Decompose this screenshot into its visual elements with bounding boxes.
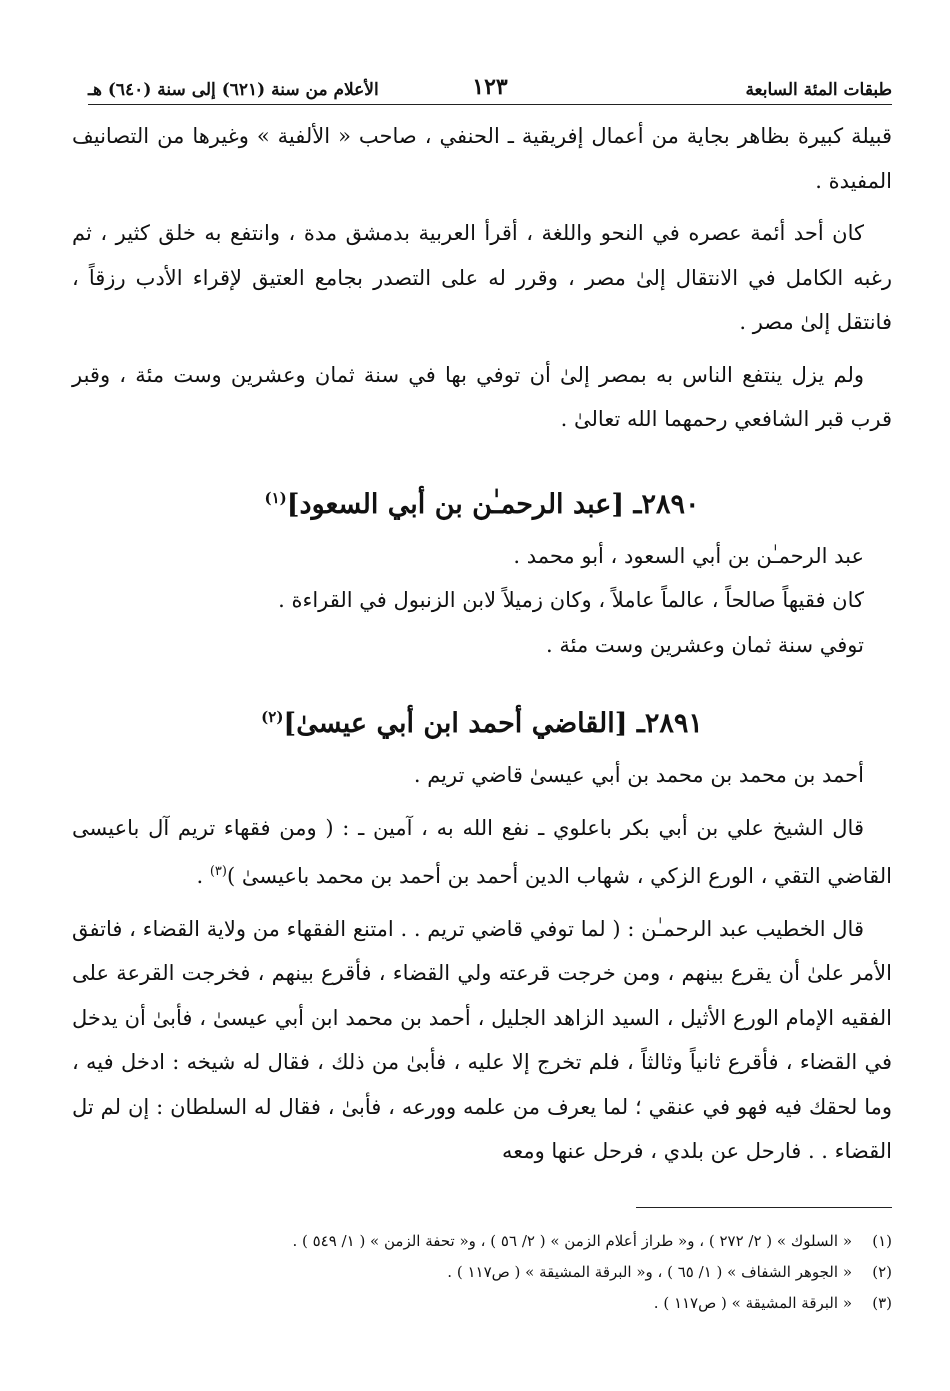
entry-2891-title: ٢٨٩١ـ [القاضي أحمد ابن أبي عيسىٰ] [283, 708, 703, 739]
entry-2891-line-2-text: قال الشيخ علي بن أبي بكر باعلوي ـ نفع الله به ، آمين ـ : ( ومن فقهاء تريم آل باعيسى القاضي التقي ، الورع الزكي ، شهاب الدين أحمد بن أحمد بن محمد باعيسىٰ ) [72, 815, 892, 888]
footnote-ref-3: (٣) [209, 864, 227, 879]
footnotes [80, 1226, 892, 1319]
footnote-3 [80, 1288, 892, 1319]
header-rule [88, 104, 892, 105]
paragraph-3: ولم يزل ينتفع الناس به بمصر إلىٰ أن توفي بها في سنة ثمان وعشرين وست مئة ، وقبر قرب قبر الشافعي رحمهما الله تعالىٰ . [72, 362, 892, 431]
entry-2890-heading [72, 475, 892, 528]
page-number: ١٢٣ [472, 74, 508, 100]
page-body [72, 114, 892, 1174]
footnote-ref-1: (١) [264, 488, 287, 507]
entry-2890-title: ٢٨٩٠ـ [عبد الرحمـٰن بن أبي السعود] [286, 488, 700, 520]
footnote-1-number: (١) [872, 1232, 892, 1250]
entry-2891-line-3: قال الخطيب عبد الرحمـٰن : ( لما توفي قاضي تريم . . امتنع الفقهاء من ولاية القضاء ، فاتفق الأمر علىٰ أن يقرع بينهم ، ومن خرجت قرعته ولي القضاء ، فأقرع بينهم ، فخرجت القرعة على الفقيه الإمام الورع الأثيل ، السيد الزاهد الجليل ، أحمد بن محمد ابن أبي عيسىٰ ، فأبىٰ أن يدخل في القضاء ، فأقرع ثانياً وثالثاً ، فلم تخرج إلا عليه ، فأبىٰ من ذلك ، فقال له شيخه : ادخل فيه ، وما لحقك فيه فهو في عنقي ؛ لما يعرف من علمه وورعه ، فأبىٰ ، فقال له السلطان : إن لم تل القضاء . . فارحل عن بلدي ، فرحل عنها ومعه [72, 916, 892, 1163]
footnote-3-number: (٣) [872, 1294, 892, 1312]
entry-2891-heading [72, 694, 892, 747]
footnote-2 [80, 1257, 892, 1288]
footnote-3-text: « البرقة المشيقة » ( ص١١٧ ) . [653, 1294, 852, 1312]
footnote-1 [80, 1226, 892, 1257]
entry-2890-line-3: توفي سنة ثمان وعشرين وست مئة . [546, 632, 864, 657]
entry-2891-line-2: قال الشيخ علي بن أبي بكر باعلوي ـ نفع الله به ، آمين ـ : ( ومن فقهاء تريم آل باعيسى القاضي التقي ، الورع الزكي ، شهاب الدين أحمد بن أحمد بن محمد باعيسىٰ )$^{(٣)}$ . [72, 815, 892, 888]
header-book-title: طبقات المئة السابعة [745, 80, 892, 100]
footnote-1-text: « السلوك » ( ٢/ ٢٧٢ ) ، و« طراز أعلام الزمن » ( ٢/ ٥٦ ) ، و« تحفة الزمن » ( ١/ ٥٤٩ ) . [292, 1232, 852, 1250]
header-range: الأعلام من سنة (٦٢١) إلى سنة (٦٤٠) هـ [88, 80, 379, 100]
footnote-2-text: « الجوهر الشفاف » ( ١/ ٦٥ ) ، و« البرقة المشيقة » ( ص١١٧ ) . [447, 1263, 852, 1281]
entry-2890-line-1: عبد الرحمـٰن بن أبي السعود ، أبو محمد . [513, 543, 864, 568]
entry-2891-line-1: أحمد بن محمد بن محمد بن أبي عيسىٰ قاضي تريم . [413, 763, 864, 787]
footnote-2-number: (٢) [872, 1263, 892, 1281]
paragraph-2: كان أحد أئمة عصره في النحو واللغة ، أقرأ العربية بدمشق مدة ، وانتفع به خلق كثير ، ثم رغبه الكامل في الانتقال إلىٰ مصر ، وقرر له على التصدر بجامع العتيق لإقراء الأدب رزقاً ، فانتقل إلىٰ مصر . [72, 221, 892, 334]
entry-2890-line-2: كان فقيهاً صالحاً ، عالماً عاملاً ، وكان زميلاً لابن الزنبول في القراءة . [278, 588, 864, 612]
footnote-ref-2: (٢) [261, 708, 284, 726]
page-header [88, 66, 892, 100]
paragraph-1: قبيلة كبيرة بظاهر بجاية من أعمال إفريقية ـ الحنفي ، صاحب « الألفية » وغيرها من التصانيف المفيدة . [72, 124, 892, 193]
footnote-rule [636, 1207, 892, 1208]
